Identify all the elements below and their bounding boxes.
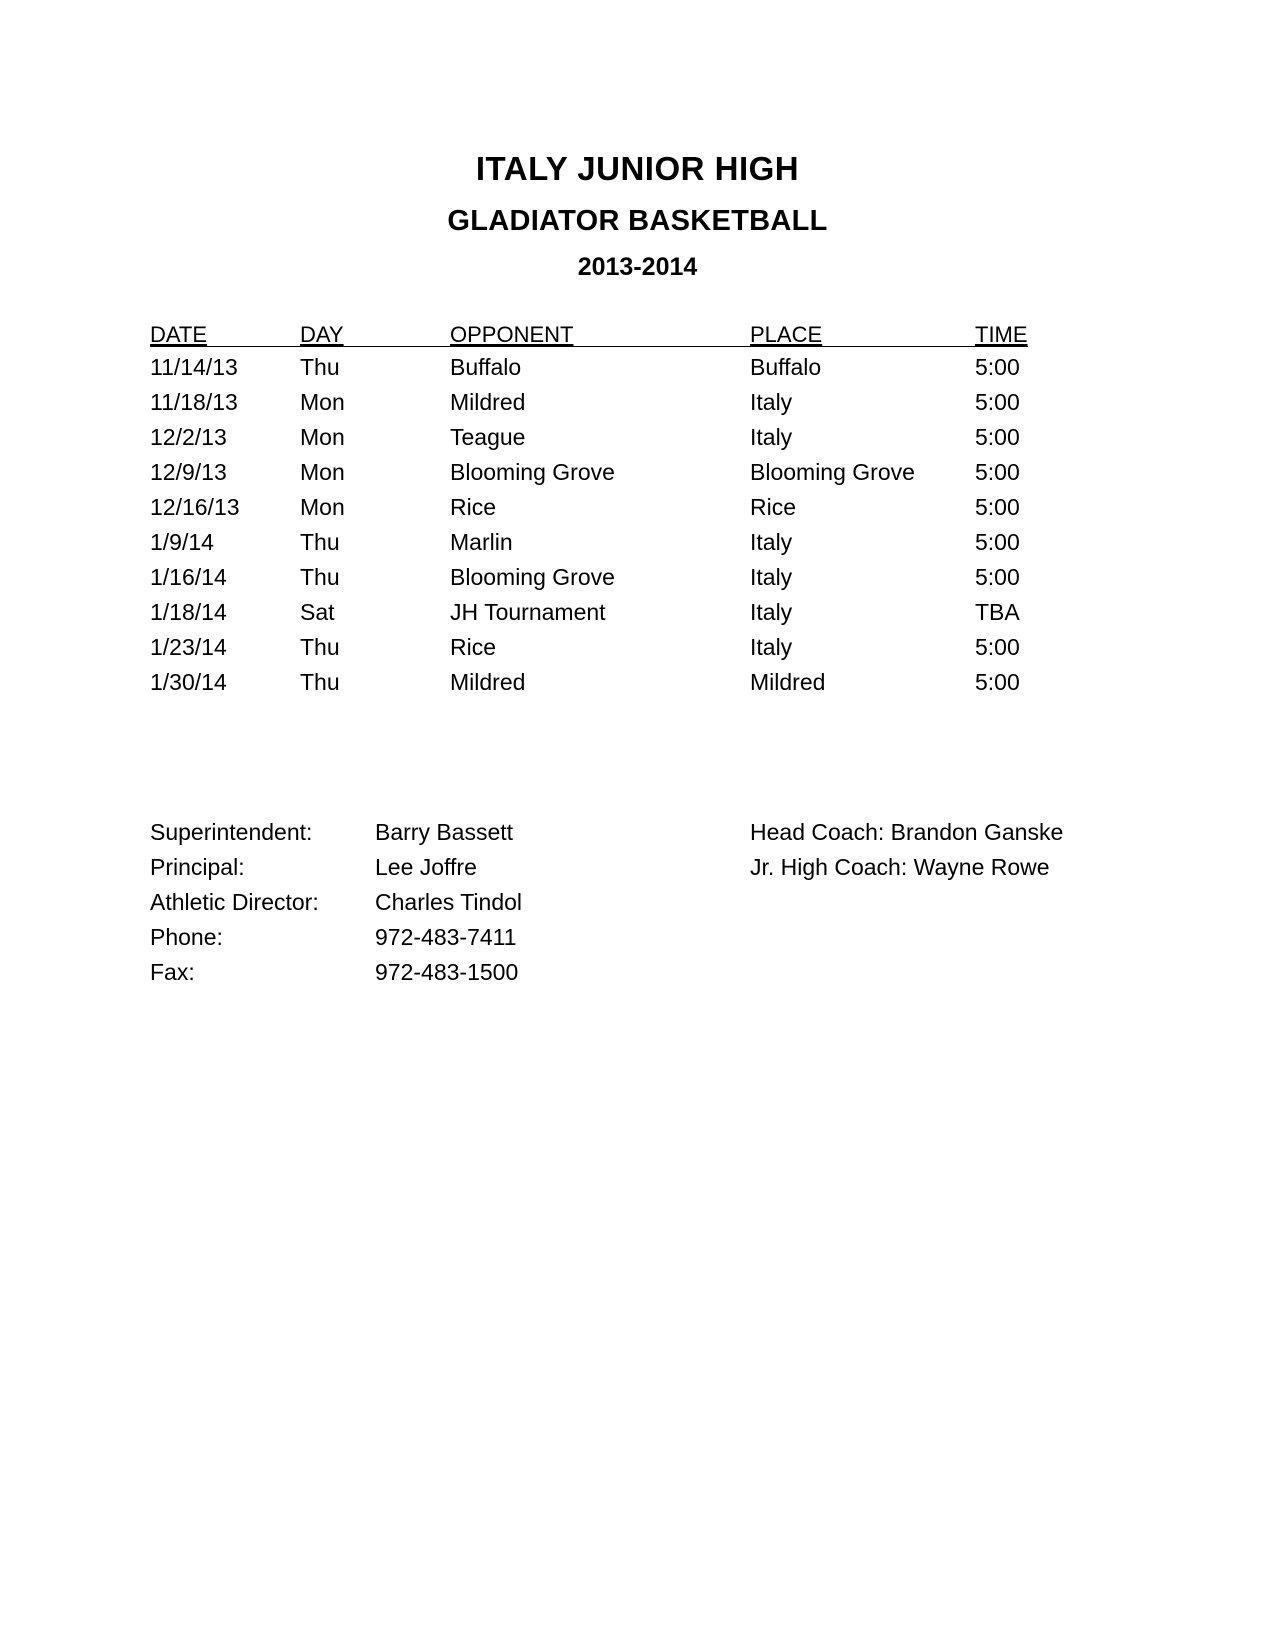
table-row (150, 350, 1030, 385)
staff-value: 972-483-1500 (375, 959, 519, 985)
cell-opponent: JH Tournament (450, 599, 606, 625)
cell-opponent: Buffalo (450, 354, 522, 380)
column-header-place: PLACE (750, 322, 823, 347)
cell-opponent: Teague (450, 424, 526, 450)
cell-place: Italy (750, 564, 793, 590)
cell-place: Italy (750, 389, 793, 415)
staff-value: Barry Bassett (375, 819, 514, 845)
cell-place: Blooming Grove (750, 459, 915, 485)
cell-day: Thu (300, 529, 340, 555)
cell-day: Thu (300, 354, 340, 380)
cell-opponent: Mildred (450, 389, 526, 415)
cell-day: Mon (300, 389, 345, 415)
cell-date: 11/18/13 (150, 389, 238, 415)
cell-time: 5:00 (975, 389, 1020, 415)
column-header-date: DATE (150, 322, 208, 347)
coach-line: Head Coach: Brandon Ganske (750, 819, 1064, 845)
cell-place: Mildred (750, 669, 826, 695)
table-row (150, 525, 1030, 560)
table-row (150, 630, 1030, 665)
cell-date: 1/30/14 (150, 669, 227, 695)
cell-place: Rice (750, 494, 797, 520)
cell-time: 5:00 (975, 459, 1020, 485)
cell-time: 5:00 (975, 354, 1020, 380)
column-header-day: DAY (300, 322, 344, 347)
cell-day: Mon (300, 459, 345, 485)
school-title: ITALY JUNIOR HIGH (475, 150, 800, 187)
cell-opponent: Rice (450, 634, 497, 660)
schedule-header-row (150, 322, 1030, 350)
staff-label: Athletic Director: (150, 889, 319, 915)
cell-time: 5:00 (975, 634, 1020, 660)
cell-day: Mon (300, 424, 345, 450)
cell-time: 5:00 (975, 494, 1020, 520)
table-row (150, 385, 1030, 420)
cell-date: 1/16/14 (150, 564, 227, 590)
staff-row (150, 955, 550, 990)
schedule-body (150, 350, 1030, 700)
staff-label: Phone: (150, 924, 223, 950)
table-row (150, 595, 1030, 630)
cell-date: 12/16/13 (150, 494, 240, 520)
cell-date: 1/18/14 (150, 599, 227, 625)
staff-label: Principal: (150, 854, 245, 880)
cell-opponent: Rice (450, 494, 497, 520)
table-row (150, 455, 1030, 490)
cell-day: Thu (300, 634, 340, 660)
cell-opponent: Blooming Grove (450, 564, 615, 590)
cell-time: 5:00 (975, 564, 1020, 590)
staff-value: Lee Joffre (375, 854, 477, 880)
cell-date: 12/9/13 (150, 459, 227, 485)
cell-place: Italy (750, 599, 793, 625)
staff-label: Superintendent: (150, 819, 313, 845)
staff-row (150, 920, 550, 955)
cell-time: 5:00 (975, 529, 1020, 555)
cell-place: Italy (750, 634, 793, 660)
schedule-table (150, 322, 1030, 700)
cell-day: Thu (300, 564, 340, 590)
cell-date: 12/2/13 (150, 424, 227, 450)
table-row (150, 665, 1030, 700)
staff-list (150, 815, 550, 990)
coach-line: Jr. High Coach: Wayne Rowe (750, 854, 1050, 880)
cell-time: TBA (975, 599, 1020, 625)
cell-date: 11/14/13 (150, 354, 238, 380)
cell-date: 1/23/14 (150, 634, 227, 660)
staff-row (150, 885, 550, 920)
program-title: GLADIATOR BASKETBALL (447, 205, 828, 237)
staff-value: 972-483-7411 (375, 924, 517, 950)
table-row (150, 560, 1030, 595)
staff-label: Fax: (150, 959, 195, 985)
cell-day: Mon (300, 494, 345, 520)
cell-opponent: Mildred (450, 669, 526, 695)
cell-time: 5:00 (975, 669, 1020, 695)
cell-day: Thu (300, 669, 340, 695)
header-underline (150, 346, 1028, 347)
column-header-time: TIME (975, 322, 1028, 347)
table-row (150, 490, 1030, 525)
cell-opponent: Blooming Grove (450, 459, 615, 485)
cell-place: Buffalo (750, 354, 822, 380)
table-row (150, 420, 1030, 455)
staff-row (150, 815, 550, 850)
cell-place: Italy (750, 529, 793, 555)
cell-day: Sat (300, 599, 335, 625)
staff-row (150, 850, 550, 885)
season-title: 2013-2014 (577, 253, 698, 281)
cell-date: 1/9/14 (150, 529, 214, 555)
cell-time: 5:00 (975, 424, 1020, 450)
staff-value: Charles Tindol (375, 889, 523, 915)
column-header-opponent: OPPONENT (450, 322, 574, 347)
cell-place: Italy (750, 424, 793, 450)
coach-list (750, 815, 1150, 885)
cell-opponent: Marlin (450, 529, 513, 555)
